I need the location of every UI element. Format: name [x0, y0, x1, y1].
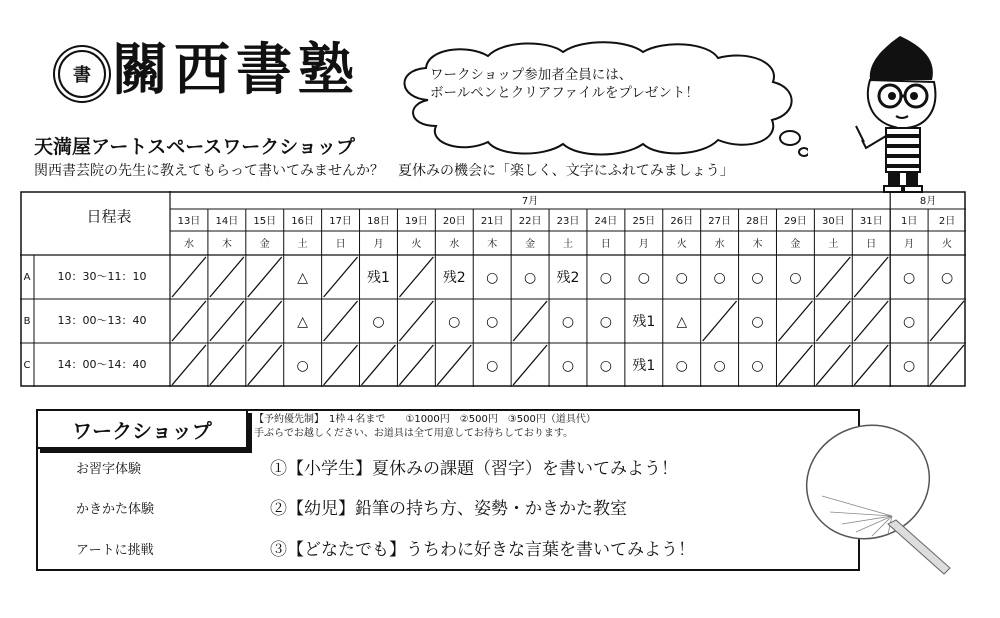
unavailable-slash — [816, 345, 850, 385]
weekday-label: 水 — [449, 239, 460, 250]
unavailable-slash — [930, 345, 964, 385]
slot-status: ○ — [751, 358, 764, 374]
date-label: 21日 — [480, 216, 504, 227]
weekday-label: 日 — [335, 239, 346, 250]
slot-status: ○ — [713, 358, 726, 374]
weekday-label: 日 — [600, 239, 611, 250]
unavailable-slash — [172, 345, 206, 385]
event-title: 天満屋アートスペースワークショップ — [34, 136, 355, 158]
month-label: 8月 — [919, 196, 937, 207]
row-id: A — [23, 272, 31, 283]
slot-status: △ — [297, 314, 309, 330]
date-label: 20日 — [442, 216, 466, 227]
slot-status: ○ — [940, 270, 954, 286]
unavailable-slash — [399, 257, 433, 297]
schedule-header-label: 日程表 — [86, 207, 132, 226]
unavailable-slash — [399, 345, 433, 385]
weekday-label: 日 — [866, 239, 877, 250]
date-label: 18日 — [367, 216, 390, 227]
slot-status: ○ — [903, 314, 916, 330]
weekday-label: 月 — [638, 239, 649, 250]
date-label: 26日 — [670, 216, 694, 227]
unavailable-slash — [854, 257, 888, 297]
slot-status: ○ — [296, 358, 309, 374]
weekday-label: 木 — [752, 239, 763, 250]
unavailable-slash — [324, 301, 358, 341]
slot-status: ○ — [599, 314, 613, 330]
unavailable-slash — [399, 301, 433, 341]
workshop-item-desc: ②【幼児】鉛筆の持ち方、姿勢・かきかた教室 — [270, 499, 627, 519]
slot-status: ○ — [561, 358, 575, 374]
slot-status: ○ — [789, 270, 802, 286]
unavailable-slash — [778, 345, 812, 385]
date-label: 16日 — [291, 216, 315, 227]
workshop-item-label: かきかた体験 — [76, 502, 155, 517]
weekday-label: 火 — [942, 239, 953, 250]
unavailable-slash — [210, 257, 244, 297]
bubble-text — [430, 66, 770, 102]
slot-status: 残1 — [632, 358, 656, 374]
slot-status: ○ — [486, 314, 499, 330]
slot-status: ○ — [903, 270, 916, 286]
slot-status: ○ — [751, 270, 764, 286]
event-subtitle: 関西書芸院の先生に教えてもらって書いてみませんか？ 夏休みの機会に「楽しく、文字にふれてみましょう」 — [34, 163, 734, 179]
slot-status: 残2 — [442, 270, 466, 286]
unavailable-slash — [930, 301, 964, 341]
weekday-label: 水 — [714, 239, 725, 250]
unavailable-slash — [513, 301, 547, 341]
weekday-label: 水 — [183, 239, 194, 250]
date-label: 1日 — [900, 216, 918, 227]
unavailable-slash — [816, 257, 850, 297]
date-label: 15日 — [253, 216, 277, 227]
unavailable-slash — [513, 345, 547, 385]
month-label: 7月 — [521, 196, 539, 207]
slot-status: ○ — [448, 314, 461, 330]
slot-status: ○ — [675, 358, 688, 374]
brand-name: 關西書塾 — [112, 37, 360, 103]
mascot-illustration — [840, 30, 980, 195]
weekday-label: 火 — [411, 239, 422, 250]
slot-status: ○ — [751, 314, 764, 330]
date-label: 2日 — [938, 216, 956, 227]
date-label: 27日 — [708, 216, 731, 227]
unavailable-slash — [324, 257, 358, 297]
date-label: 19日 — [405, 216, 428, 227]
date-label: 23日 — [556, 216, 580, 227]
workshop-item-desc: ③【どなたでも】うちわに好きな言葉を書いてみよう！ — [270, 540, 695, 560]
logo-seal-char: 書 — [73, 65, 91, 86]
workshop-item-desc: ①【小学生】夏休みの課題（習字）を書いてみよう！ — [270, 459, 678, 479]
unavailable-slash — [854, 345, 888, 385]
workshop-tab-label: ワークショップ — [36, 409, 248, 449]
slot-status: ○ — [486, 270, 499, 286]
slot-status: 残1 — [632, 314, 656, 330]
workshop-note-tools: 手ぶらでお越しください、お道具は全て用意してお待ちしております。 — [254, 428, 574, 439]
row-time: 13：00〜13：40 — [57, 314, 147, 327]
date-label: 24日 — [594, 216, 618, 227]
date-label: 31日 — [859, 216, 883, 227]
unavailable-slash — [210, 345, 244, 385]
unavailable-slash — [248, 345, 282, 385]
date-label: 17日 — [329, 216, 352, 227]
unavailable-slash — [778, 301, 812, 341]
schedule-table — [20, 191, 966, 387]
slot-status: 残2 — [556, 270, 580, 286]
unavailable-slash — [248, 301, 282, 341]
unavailable-slash — [854, 301, 888, 341]
row-time: 10：30〜11：10 — [57, 270, 147, 283]
row-id: C — [23, 360, 31, 371]
slot-status: ○ — [903, 358, 916, 374]
slot-status: △ — [297, 270, 309, 286]
date-label: 28日 — [746, 216, 769, 227]
row-time: 14：00〜14：40 — [57, 358, 147, 371]
slot-status: ○ — [523, 270, 537, 286]
weekday-label: 金 — [259, 239, 270, 250]
unavailable-slash — [437, 345, 471, 385]
uchiwa-fan-illustration — [800, 412, 990, 582]
bubble-line-2: ボールペンとクリアファイルをプレゼント！ — [430, 85, 699, 101]
weekday-label: 木 — [487, 239, 498, 250]
weekday-label: 土 — [828, 239, 839, 250]
unavailable-slash — [172, 257, 206, 297]
unavailable-slash — [816, 301, 850, 341]
unavailable-slash — [703, 301, 737, 341]
row-id: B — [23, 316, 31, 327]
logo-seal — [58, 50, 106, 98]
date-label: 13日 — [177, 216, 201, 227]
slot-status: ○ — [675, 270, 688, 286]
unavailable-slash — [324, 345, 358, 385]
slot-status: ○ — [486, 358, 499, 374]
weekday-label: 火 — [676, 239, 687, 250]
unavailable-slash — [172, 301, 206, 341]
date-label: 29日 — [784, 216, 807, 227]
unavailable-slash — [248, 257, 282, 297]
weekday-label: 金 — [525, 239, 536, 250]
date-label: 30日 — [821, 216, 845, 227]
date-label: 25日 — [632, 216, 656, 227]
slot-status: ○ — [713, 270, 726, 286]
unavailable-slash — [210, 301, 244, 341]
weekday-label: 月 — [904, 239, 915, 250]
weekday-label: 土 — [297, 239, 308, 250]
unavailable-slash — [362, 345, 396, 385]
slot-status: △ — [676, 314, 688, 330]
weekday-label: 土 — [563, 239, 573, 250]
workshop-note-pricing: 【予約優先制】 1枠４名まで ①1000円 ②500円 ③500円（道具代） — [254, 414, 596, 425]
slot-status: ○ — [561, 314, 575, 330]
weekday-label: 木 — [221, 239, 232, 250]
date-label: 22日 — [518, 216, 542, 227]
weekday-label: 月 — [373, 239, 384, 250]
date-label: 14日 — [215, 216, 239, 227]
slot-status: ○ — [637, 270, 650, 286]
weekday-label: 金 — [790, 239, 801, 250]
slot-status: ○ — [372, 314, 385, 330]
slot-status: ○ — [599, 270, 613, 286]
slot-status: ○ — [599, 358, 613, 374]
workshop-item-label: アートに挑戦 — [76, 543, 154, 558]
bubble-line-1: ワークショップ参加者全員には、 — [430, 67, 633, 83]
workshop-item-label: お習字体験 — [76, 462, 142, 477]
slot-status: 残1 — [367, 270, 390, 286]
